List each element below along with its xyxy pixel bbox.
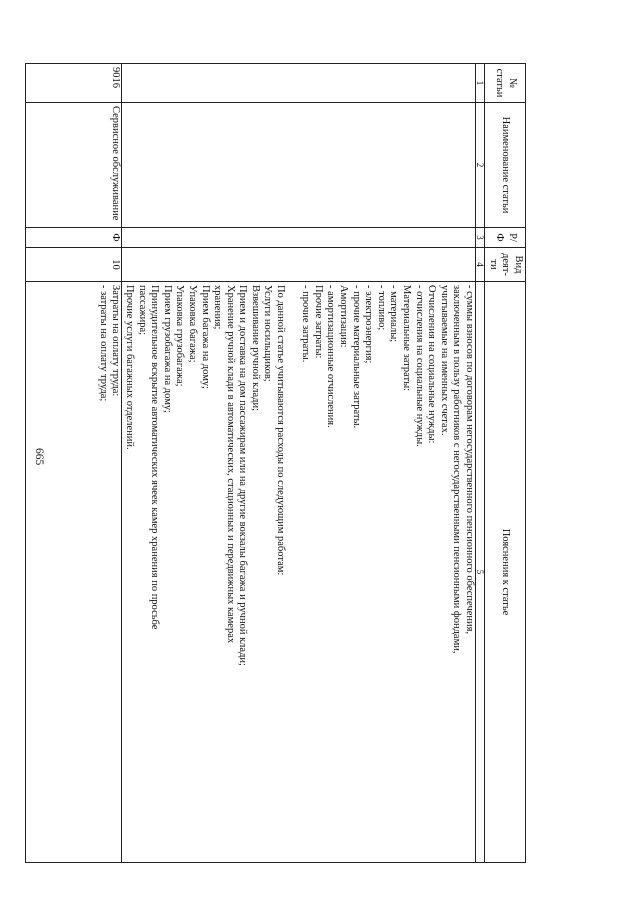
- explanation-cell: [122, 282, 476, 863]
- explanation-line: - материалы;: [388, 285, 400, 343]
- table-row-9016: [26, 64, 122, 863]
- explanation-line: Прием грузобагажа на дому;: [161, 285, 173, 413]
- explanation-line: Материальные затраты:: [401, 285, 413, 392]
- explanation-line: Прием багажа на дому;: [199, 285, 211, 389]
- column-number-row: [476, 64, 485, 863]
- explanation-line: - прочие материальные затраты.: [350, 285, 362, 429]
- explanation-line: По данной статье учитываются расходы по следующим работам:: [275, 285, 287, 576]
- explanation-line: пассажира;: [136, 285, 148, 336]
- explanation-line: Упаковка багажа;: [186, 285, 198, 363]
- cell-empty: [122, 228, 476, 248]
- explanation-line: Хранение ручной клади в автоматических, стационных и передвижных камерах: [224, 285, 236, 644]
- explanation-cell: [26, 282, 122, 863]
- explanation-line: - прочие затраты.: [300, 285, 312, 363]
- item-name: Сервисное обслуживание: [26, 103, 122, 228]
- column-number: 1: [476, 64, 485, 103]
- table-row-continuation: [122, 64, 476, 863]
- explanation-line: Принудительное вскрытие автоматических ячеек камер хранения по просьбе: [149, 285, 161, 630]
- explanation-line: - топливо;: [375, 285, 387, 331]
- explanation-line: - амортизационные отчисления.: [325, 285, 337, 428]
- header-activity: Вид деят-ти: [485, 248, 526, 282]
- explanation-line: Упаковка грузобагажа;: [174, 285, 186, 387]
- cell-empty: [122, 248, 476, 282]
- explanation-line: Услуги носильщиков;: [262, 285, 274, 382]
- explanation-line: Прочие услуги багажных отделений.: [123, 285, 135, 450]
- explanation-line: учитываемые на именных счетах.: [438, 285, 450, 436]
- table-header-row: [485, 64, 526, 863]
- explanation-line: Прочие затраты:: [312, 285, 324, 359]
- explanation-line: - электроэнергия;: [363, 285, 375, 364]
- item-rf: Ф: [26, 228, 122, 248]
- column-number: 4: [476, 248, 485, 282]
- column-number: 3: [476, 228, 485, 248]
- explanation-line: хранения;: [212, 285, 224, 330]
- header-explanation: Пояснения к статье: [485, 282, 526, 863]
- column-number: 2: [476, 103, 485, 228]
- explanation-line: Затраты на оплату труда:: [110, 285, 122, 397]
- header-item-name: Наименование статьи: [485, 103, 526, 228]
- rotated-table-container: [86, 63, 526, 863]
- header-item-number: № статьи: [485, 64, 526, 103]
- explanation-spacer: [286, 285, 299, 859]
- explanation-line: Взвешивание ручной клади;: [249, 285, 261, 412]
- cost-items-table: [25, 63, 526, 863]
- cell-empty: [122, 64, 476, 103]
- header-rf: Р/ Ф: [485, 228, 526, 248]
- column-number: 5: [476, 282, 485, 863]
- explanation-line: Амортизация:: [338, 285, 350, 348]
- explanation-line: Прием и доставка на дом пассажирам или на другие вокзалы багажа и ручной клади;: [237, 285, 249, 666]
- explanation-line: - суммы взносов по договорам негосударственного пенсионного обеспечения,: [464, 285, 475, 635]
- explanation-line: заключенным в пользу работников с негосударственными пенсионными фондами,: [451, 285, 463, 654]
- explanation-line: - затраты на оплату труда;: [97, 285, 109, 402]
- cell-empty: [122, 103, 476, 228]
- page-number: 665: [33, 448, 45, 466]
- explanation-line: - отчисления на социальные нужды.: [413, 285, 425, 447]
- item-number: 9016: [26, 64, 122, 103]
- explanation-line: Отчисления на социальные нужды:: [426, 285, 438, 444]
- item-activity: 10: [26, 248, 122, 282]
